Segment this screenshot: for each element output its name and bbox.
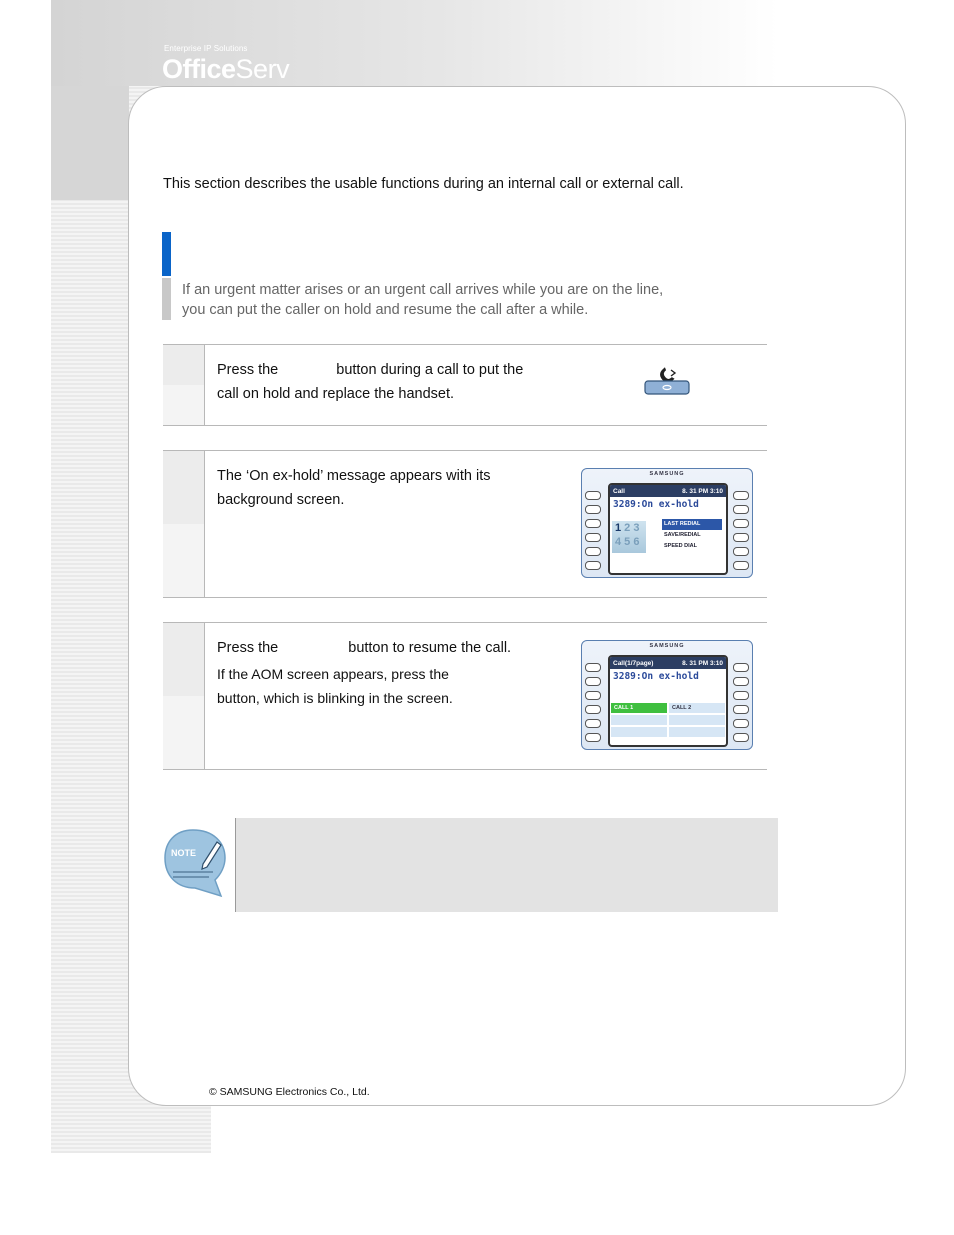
phone-left-keys (585, 491, 601, 575)
phone-display (608, 483, 728, 575)
phone-left-keys (585, 663, 601, 747)
phone-right-keys (733, 491, 749, 575)
section-description-marker (162, 278, 171, 320)
brand-logo-part: ce (206, 54, 236, 84)
phone-screen-hold (581, 468, 753, 578)
phone-title-bar (610, 485, 726, 497)
phone-call-grid (610, 703, 726, 739)
step-text-part: button to resume the call. (348, 640, 512, 656)
step-number-cell (163, 451, 205, 597)
call-1-key: CALL 1 (611, 703, 667, 713)
step-3-text (217, 636, 511, 710)
menu-item-last-redial: LAST REDIAL (662, 519, 722, 530)
phone-display (608, 655, 728, 747)
intro-text: This section describes the usable functions during an internal call or external call. (163, 176, 684, 192)
numpad-digits: 4 5 6 (615, 536, 640, 548)
phone-time: 8. 31 PM 3:10 (682, 659, 723, 667)
phone-status: 3289:On ex-hold (613, 671, 699, 682)
section-description (182, 280, 663, 320)
step-text-part: Press the (217, 640, 279, 656)
step-line: background screen. (217, 492, 345, 508)
brand-logo-part: Serv (235, 54, 290, 84)
brand-logo-part: Off (162, 54, 200, 84)
step-text-part: button during a call to put the (336, 362, 524, 378)
phone-screen-aom (581, 640, 753, 750)
step-number-cell (163, 623, 205, 769)
step-1-text (217, 358, 523, 406)
note-icon-label: NOTE (171, 848, 197, 858)
call-2-key: CALL 2 (669, 703, 725, 713)
phone-title: Call(1/7page) (613, 659, 654, 667)
phone-numpad-graphic (612, 521, 646, 553)
footer-copyright: © SAMSUNG Electronics Co., Ltd. (209, 1086, 370, 1098)
description-line: If an urgent matter arises or an urgent call arrives while you are on the line, (182, 282, 664, 298)
step-number-cell (163, 345, 205, 425)
phone-status: 3289:On ex-hold (613, 499, 699, 510)
menu-item-speed-dial: SPEED DIAL (664, 543, 698, 549)
step-2-text (217, 464, 490, 512)
phone-right-keys (733, 663, 749, 747)
menu-item-save-redial: SAVE/REDIAL (664, 532, 701, 538)
step-line: call on hold and replace the handset. (217, 386, 455, 402)
phone-title-bar (610, 657, 726, 669)
brand-logo-part: i (199, 54, 207, 84)
numpad-digits: 2 3 (621, 522, 640, 534)
phone-brand: SAMSUNG (649, 643, 685, 649)
step-line (217, 358, 523, 382)
note-box (235, 818, 778, 912)
phone-title: Call (613, 487, 625, 495)
step-line: The ‘On ex-hold’ message appears with its (217, 468, 491, 484)
hold-button-icon (644, 364, 690, 396)
phone-brand: SAMSUNG (649, 471, 685, 477)
brand-tagline: Enterprise IP Solutions (164, 44, 248, 53)
description-line: you can put the caller on hold and resume the call after a while. (182, 302, 589, 318)
section-heading-marker (162, 232, 171, 276)
step-line: button, which is blinking in the screen. (217, 690, 453, 706)
numpad-digit: 1 (615, 522, 622, 534)
step-line (217, 636, 511, 660)
phone-time: 8. 31 PM 3:10 (682, 487, 723, 495)
step-text-part: Press the (217, 362, 279, 378)
step-line: If the AOM screen appears, press the (217, 666, 449, 682)
phone-menu (662, 519, 722, 552)
brand-logo (162, 54, 289, 85)
note-pencil-icon (163, 828, 227, 898)
